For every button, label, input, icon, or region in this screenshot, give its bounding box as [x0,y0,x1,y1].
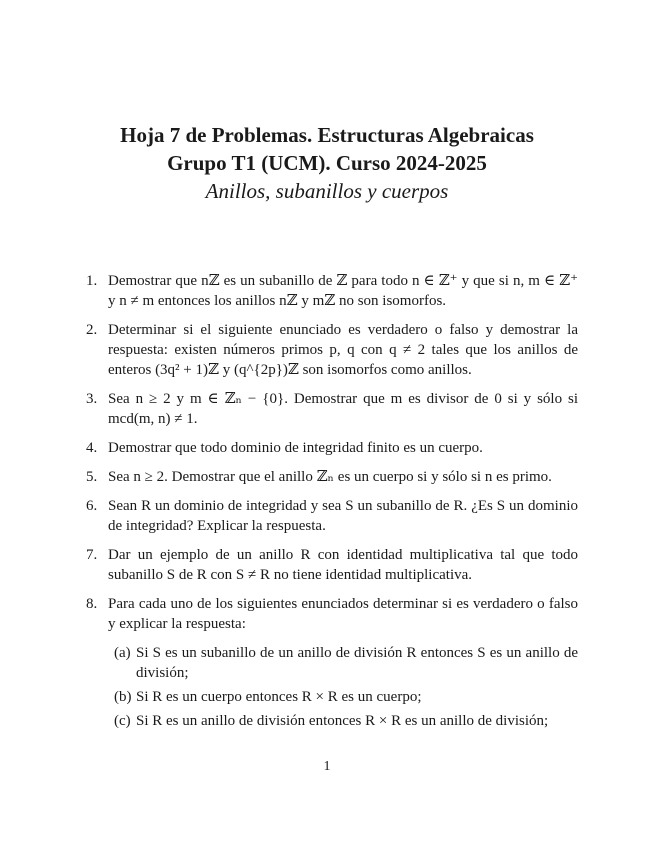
problem-item [86,320,578,380]
document-header [0,121,654,205]
problem-number: 2. [86,322,98,338]
problem-text: Para cada uno de los siguientes enunciados determinar si es verdadero o falso y explicar la respuesta: [108,596,578,632]
subitem [108,643,578,683]
problem-item [86,467,578,487]
problem-item [86,389,578,429]
title-line-1: Hoja 7 de Problemas. Estructuras Algebraicas [120,123,534,147]
subitem-text: Si R es un cuerpo entonces R × R es un cuerpo; [136,689,422,705]
page-number: 1 [323,759,331,774]
problem-text: Determinar si el siguiente enunciado es verdadero o falso y demostrar la respuesta: existen números primos p, q con q ≠ 2 tales que los anillos de enteros (3q² + 1)ℤ y (q^{2p})ℤ son isomorfos como anillos. [108,322,578,378]
problem-text: Sea n ≥ 2. Demostrar que el anillo ℤₙ es un cuerpo si y sólo si n es primo. [108,469,552,485]
problem-item [86,496,578,536]
subitem-label: (c) [114,713,131,729]
subtitle: Anillos, subanillos y cuerpos [205,179,449,203]
problem-list [86,271,578,740]
problem-text: Sea n ≥ 2 y m ∈ ℤₙ − {0}. Demostrar que m es divisor de 0 si y sólo si mcd(m, n) ≠ 1. [108,391,578,427]
problem-text: Demostrar que todo dominio de integridad finito es un cuerpo. [108,440,483,456]
subitem-text: Si S es un subanillo de un anillo de división R entonces S es un anillo de división; [136,645,578,681]
problem-number: 4. [86,440,98,456]
title-line-2: Grupo T1 (UCM). Curso 2024-2025 [167,151,487,175]
problem-number: 6. [86,498,98,514]
problem-number: 3. [86,391,98,407]
problem-number: 1. [86,273,98,289]
subitem-text: Si R es un anillo de división entonces R × R es un anillo de división; [136,713,549,729]
subitem-label: (b) [114,689,132,705]
subitem-label: (a) [114,645,131,661]
problem-item [86,545,578,585]
problem-number: 5. [86,469,98,485]
problem-text: Demostrar que nℤ es un subanillo de ℤ para todo n ∈ ℤ⁺ y que si n, m ∈ ℤ⁺ y n ≠ m entonces los anillos nℤ y mℤ no son isomorfos. [108,273,578,309]
problem-number: 7. [86,547,98,563]
problem-item [86,271,578,311]
problem-number: 8. [86,596,98,612]
problem-text: Sean R un dominio de integridad y sea S un subanillo de R. ¿Es S un dominio de integridad? Explicar la respuesta. [108,498,578,534]
subitem-list [108,643,578,731]
problem-item [86,438,578,458]
subitem [108,687,578,707]
problem-text: Dar un ejemplo de un anillo R con identidad multiplicativa tal que todo subanillo S de R con S ≠ R no tiene identidad multiplicativa. [108,547,578,583]
subitem [108,711,578,731]
problem-item [86,594,578,731]
